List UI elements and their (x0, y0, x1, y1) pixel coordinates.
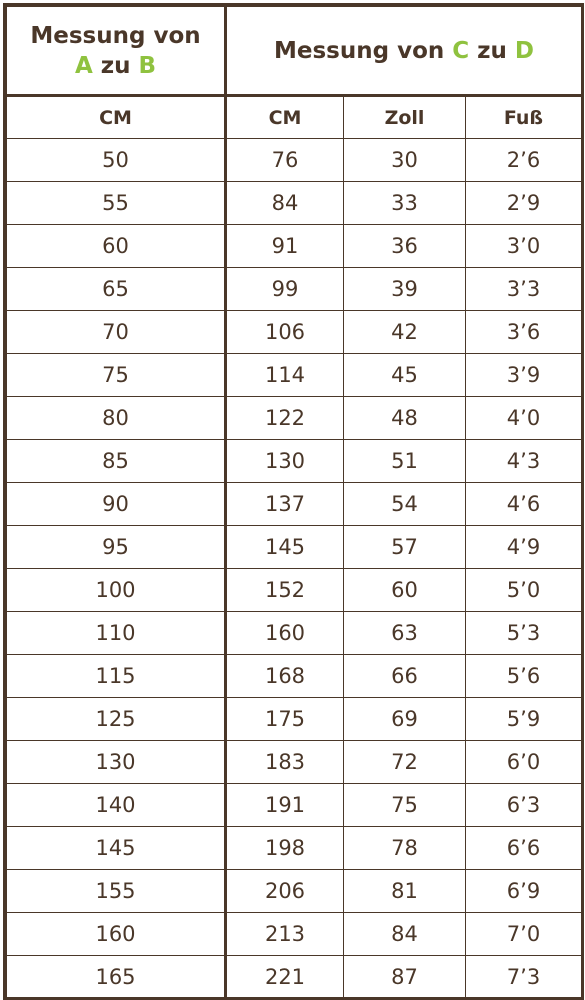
table-row (7, 612, 582, 655)
cell-cm-ab: 95 (7, 526, 226, 569)
cell-fuss: 5’9 (466, 698, 582, 741)
cell-cm-cd: 206 (226, 870, 344, 913)
cell-fuss: 4’0 (466, 397, 582, 440)
table-body (7, 139, 582, 999)
cell-cm-cd: 145 (226, 526, 344, 569)
cell-cm-cd: 130 (226, 440, 344, 483)
table-row (7, 182, 582, 225)
cell-cm-cd: 191 (226, 784, 344, 827)
cell-zoll: 45 (344, 354, 466, 397)
table-row (7, 827, 582, 870)
measurement-a-mid: zu (92, 52, 139, 79)
table-row (7, 268, 582, 311)
cell-cm-cd: 168 (226, 655, 344, 698)
cell-cm-ab: 70 (7, 311, 226, 354)
cell-cm-ab: 85 (7, 440, 226, 483)
cell-zoll: 87 (344, 956, 466, 999)
cell-fuss: 2’9 (466, 182, 582, 225)
cell-fuss: 3’3 (466, 268, 582, 311)
cell-zoll: 51 (344, 440, 466, 483)
cell-zoll: 63 (344, 612, 466, 655)
cell-fuss: 7’0 (466, 913, 582, 956)
cell-fuss: 4’6 (466, 483, 582, 526)
cell-zoll: 72 (344, 741, 466, 784)
table-row (7, 139, 582, 182)
measurement-a-to-b-heading (7, 7, 226, 96)
cell-zoll: 84 (344, 913, 466, 956)
table-row (7, 569, 582, 612)
cell-fuss: 4’9 (466, 526, 582, 569)
table-row (7, 440, 582, 483)
cell-cm-ab: 100 (7, 569, 226, 612)
cell-cm-ab: 75 (7, 354, 226, 397)
cell-zoll: 36 (344, 225, 466, 268)
cell-cm-cd: 160 (226, 612, 344, 655)
table-row (7, 655, 582, 698)
cell-zoll: 42 (344, 311, 466, 354)
cell-cm-cd: 152 (226, 569, 344, 612)
cell-zoll: 78 (344, 827, 466, 870)
cell-zoll: 30 (344, 139, 466, 182)
cell-fuss: 4’3 (466, 440, 582, 483)
column-header-fuss: Fuß (466, 96, 582, 139)
table-row (7, 225, 582, 268)
cell-fuss: 6’6 (466, 827, 582, 870)
cell-zoll: 69 (344, 698, 466, 741)
cell-fuss: 5’3 (466, 612, 582, 655)
cell-cm-cd: 183 (226, 741, 344, 784)
table-row (7, 956, 582, 999)
cell-zoll: 66 (344, 655, 466, 698)
cell-fuss: 6’9 (466, 870, 582, 913)
table-row (7, 913, 582, 956)
cell-fuss: 3’0 (466, 225, 582, 268)
cell-fuss: 7’3 (466, 956, 582, 999)
table-row (7, 698, 582, 741)
table-row (7, 784, 582, 827)
cell-cm-cd: 99 (226, 268, 344, 311)
cell-cm-ab: 140 (7, 784, 226, 827)
cell-cm-ab: 155 (7, 870, 226, 913)
cell-zoll: 48 (344, 397, 466, 440)
table-row (7, 397, 582, 440)
letter-b: B (138, 52, 157, 79)
cell-cm-ab: 130 (7, 741, 226, 784)
letter-c: C (452, 37, 470, 64)
cell-zoll: 33 (344, 182, 466, 225)
table-row (7, 311, 582, 354)
cell-fuss: 5’6 (466, 655, 582, 698)
cell-cm-cd: 137 (226, 483, 344, 526)
table-row (7, 354, 582, 397)
table-row (7, 741, 582, 784)
cell-cm-ab: 50 (7, 139, 226, 182)
measurement-c-prefix: Messung von (273, 37, 453, 64)
cell-cm-cd: 122 (226, 397, 344, 440)
cell-cm-cd: 114 (226, 354, 344, 397)
cell-cm-ab: 125 (7, 698, 226, 741)
letter-d: D (514, 37, 535, 64)
column-header-row (7, 96, 582, 139)
cell-zoll: 75 (344, 784, 466, 827)
cell-fuss: 3’6 (466, 311, 582, 354)
measurement-c-mid: zu (469, 37, 515, 64)
size-conversion-table (6, 6, 582, 999)
size-table-frame (3, 3, 584, 1000)
cell-cm-ab: 165 (7, 956, 226, 999)
cell-cm-ab: 145 (7, 827, 226, 870)
cell-cm-cd: 106 (226, 311, 344, 354)
cell-cm-ab: 80 (7, 397, 226, 440)
cell-cm-ab: 65 (7, 268, 226, 311)
table-row (7, 483, 582, 526)
column-header-cm-cd: CM (226, 96, 344, 139)
table-row (7, 526, 582, 569)
cell-cm-cd: 91 (226, 225, 344, 268)
cell-cm-ab: 160 (7, 913, 226, 956)
column-header-cm-ab: CM (7, 96, 226, 139)
cell-fuss: 6’0 (466, 741, 582, 784)
cell-cm-ab: 110 (7, 612, 226, 655)
cell-zoll: 81 (344, 870, 466, 913)
cell-cm-ab: 60 (7, 225, 226, 268)
cell-cm-cd: 84 (226, 182, 344, 225)
cell-cm-cd: 175 (226, 698, 344, 741)
letter-a: A (74, 52, 93, 79)
cell-zoll: 60 (344, 569, 466, 612)
cell-zoll: 39 (344, 268, 466, 311)
table-title-row (7, 7, 582, 96)
column-header-zoll: Zoll (344, 96, 466, 139)
cell-fuss: 5’0 (466, 569, 582, 612)
measurement-c-to-d-heading (226, 7, 582, 96)
measurement-a-line1: Messung von (30, 22, 201, 49)
cell-cm-cd: 198 (226, 827, 344, 870)
cell-cm-ab: 55 (7, 182, 226, 225)
cell-fuss: 3’9 (466, 354, 582, 397)
cell-cm-ab: 90 (7, 483, 226, 526)
cell-zoll: 57 (344, 526, 466, 569)
cell-cm-cd: 213 (226, 913, 344, 956)
cell-cm-ab: 115 (7, 655, 226, 698)
cell-fuss: 6’3 (466, 784, 582, 827)
cell-fuss: 2’6 (466, 139, 582, 182)
cell-cm-cd: 76 (226, 139, 344, 182)
table-row (7, 870, 582, 913)
cell-zoll: 54 (344, 483, 466, 526)
cell-cm-cd: 221 (226, 956, 344, 999)
